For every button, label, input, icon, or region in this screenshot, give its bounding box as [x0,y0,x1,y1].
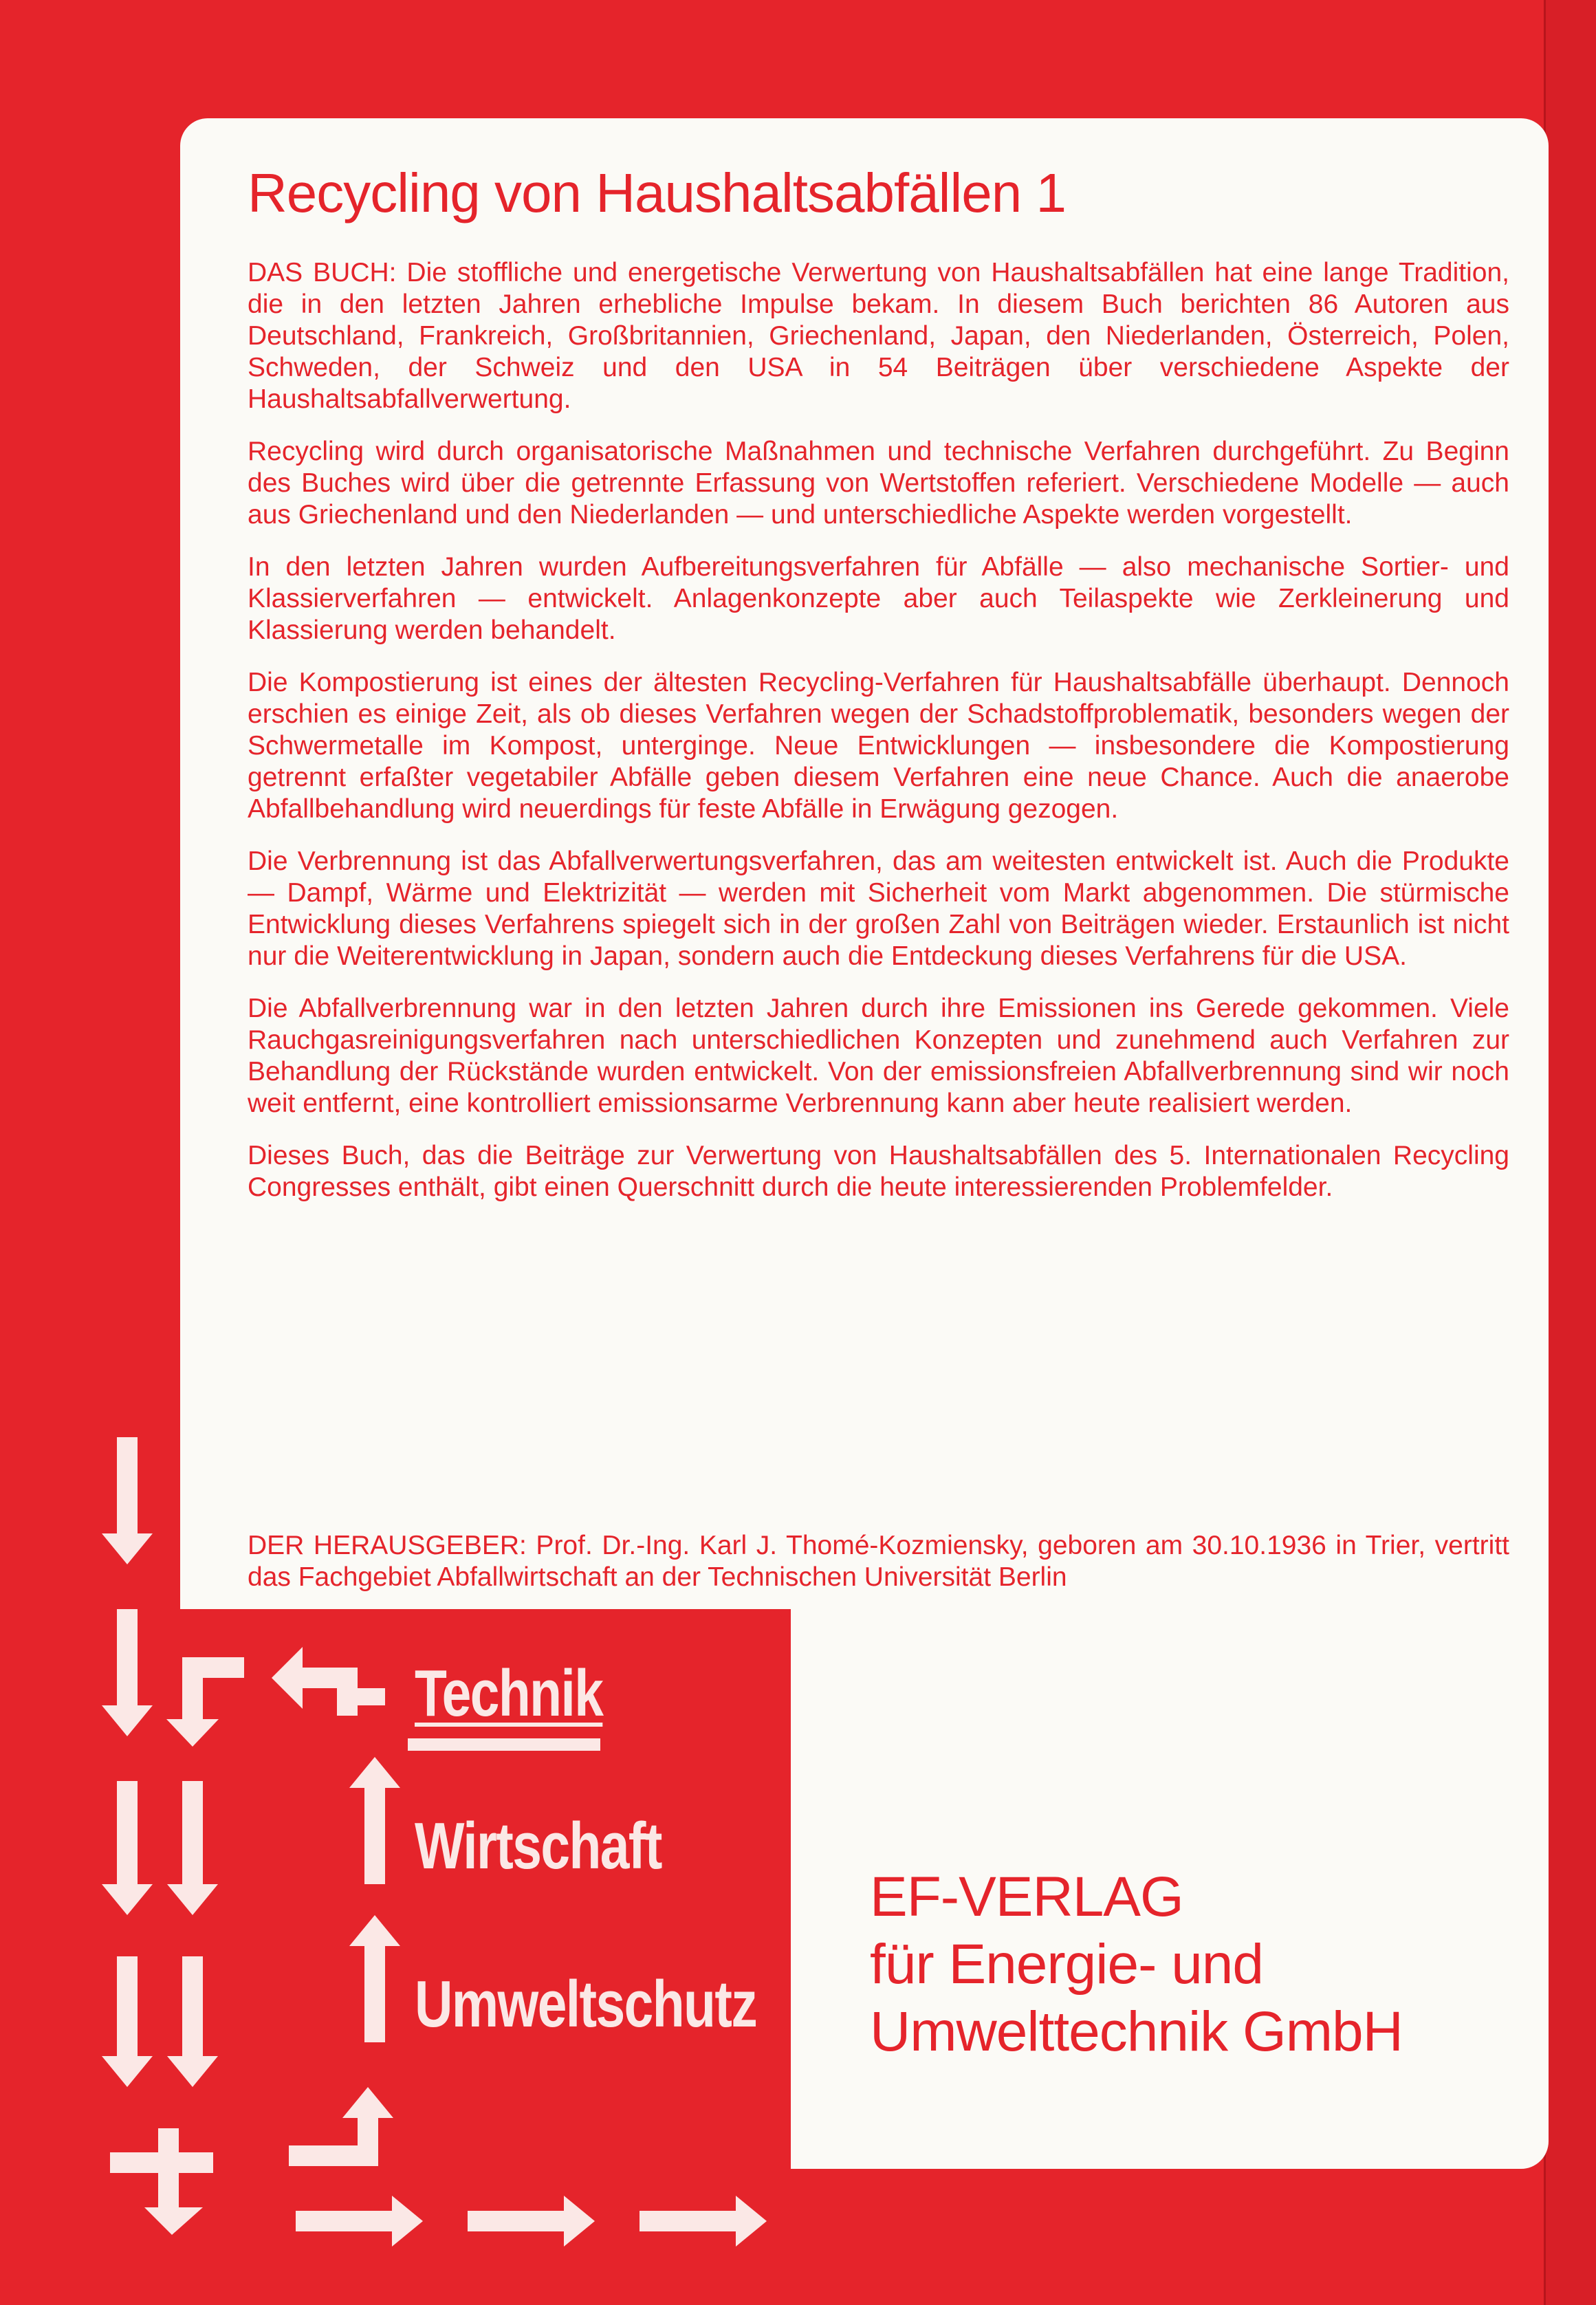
logo-word-wirtschaft: Wirtschaft [415,1809,662,1883]
paragraph-abfallverbrennung: Die Abfallverbrennung war in den letzten Jahren durch ihre Emissionen ins Gerede gekommen. Viele Rauchgasreinigungsverfahren nach unterschiedlichen Konzepten und zunehmend auch Verfahren zur Behandlung der Rückstände wurden entwickelt. Von der emissionsfreien Abfallverbrennung sind wir noch weit entfernt, eine kontrolliert emissionsarme Verbrennung kann aber heute realisiert werden. [248,994,1509,1118]
book-spine [1544,0,1596,2305]
corner-arrow-icon [166,1657,244,1747]
corner-arrow-icon [289,2087,393,2166]
flow-arrows-icon [0,0,791,2305]
book-title: Recycling von Haushaltsabfällen 1 [248,162,1066,223]
arrow-right-icon [296,2196,423,2247]
paragraph-aufbereitung: In den letzten Jahren wurden Aufbereitungsverfahren für Abfälle — also mechanische Sortier- und Klassierverfahren — entwickelt. Anlagenkonzepte aber auch Teilaspekte wie Zerkleinerung und Klassierung werden behandelt. [248,552,1509,645]
paragraph-dieses-buch: Dieses Buch, das die Beiträge zur Verwertung von Haushaltsabfällen des 5. Internationalen Recycling Congresses enthält, gibt einen Querschnitt durch die heute interessierenden Problemfelder. [248,1141,1509,1202]
junction-arrow-icon [110,2128,213,2235]
arrow-down-icon [167,1956,218,2087]
paragraph-verbrennung: Die Verbrennung ist das Abfallverwertungsverfahren, das am weitesten entwickelt ist. Auch die Produkte — Dampf, Wärme und Elektrizität — werden mit Sicherheit vom Markt abgenommen. Die stürmische Entwicklung dieses Verfahrens spiegelt sich in der großen Zahl von Beiträgen wieder. Erstaunlich ist nicht nur die Weiterentwicklung in Japan, sondern auch die Entdeckung dieses Verfahrens für die USA. [248,846,1509,971]
paragraph-kompostierung: Die Kompostierung ist eines der ältesten Recycling-Verfahren für Haushaltsabfälle überhaupt. Dennoch erschien es einige Zeit, als ob dieses Verfahren wegen der Schadstoffproblematik, besonders wegen der Schwermetalle im Kompost, unterginge. Neue Entwicklungen — insbesondere die Kompostierung getrennt erfaßter vegetabiler Abfälle geben diesem Verfahren eine neue Chance. Auch die anaerobe Abfallbehandlung wird neuerdings für feste Abfälle in Erwägung gezogen. [248,668,1509,824]
arrow-up-icon [349,1757,400,1884]
arrow-down-icon [167,1781,218,1915]
corner-arrow-icon [272,1647,385,1716]
arrow-down-icon [102,1437,153,1564]
publisher-line-2: für Energie- und [870,1933,1264,1996]
arrow-right-icon [468,2196,595,2247]
arrow-down-icon [102,1609,153,1736]
publisher-name [870,1864,1403,2066]
technik-underline-bar [408,1738,600,1751]
logo-word-technik: Technik [415,1657,603,1730]
paragraph-das-buch: DAS BUCH: Die stoffliche und energetische Verwertung von Haushaltsabfällen hat eine lange Tradition, die in den letzten Jahren erhebliche Impulse bekam. In diesem Buch berichten 86 Autoren aus Deutschland, Frankreich, Großbritannien, Griechenland, Japan, den Niederlanden, Österreich, Polen, Schweden, der Schweiz und den USA in 54 Beiträgen über verschiedene Aspekte der Haushaltsabfallverwertung. [248,258,1509,414]
arrow-down-icon [102,1956,153,2087]
logo-word-umweltschutz: Umweltschutz [415,1967,757,2041]
publisher-line-1: EF-VERLAG [870,1866,1183,1928]
paragraph-recycling: Recycling wird durch organisatorische Maßnahmen und technische Verfahren durchgeführt. Zu Beginn des Buches wird über die getrennte Erfassung von Wertstoffen referiert. Verschiedene Modelle — auch aus Griechenland und den Niederlanden — und unterschiedliche Aspekte werden vorgestellt. [248,437,1509,529]
publisher-line-3: Umwelttechnik GmbH [870,2000,1403,2063]
arrow-down-icon [102,1781,153,1915]
arrow-up-icon [349,1915,400,2042]
editor-note: DER HERAUSGEBER: Prof. Dr.-Ing. Karl J. Thomé-Kozmiensky, geboren am 30.10.1936 in Trier, vertritt das Fachgebiet Abfallwirtschaft an der Technischen Universität Berlin [248,1531,1509,1592]
arrow-right-icon [640,2196,767,2247]
